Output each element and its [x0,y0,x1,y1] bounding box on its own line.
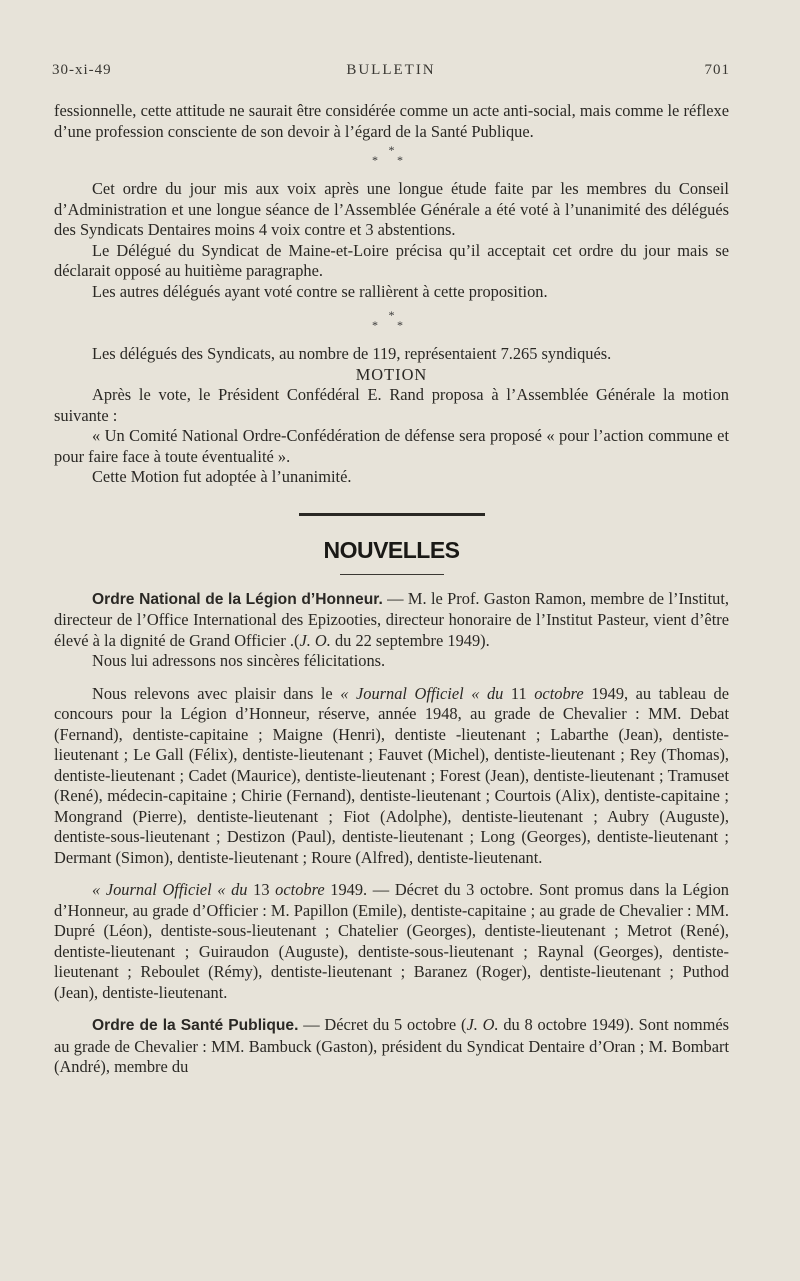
sante-text: — Décret du 5 octobre ( [298,1015,467,1034]
releve-month: octobre [534,683,584,703]
journal-officiel-title-2: « Journal Officiel « du [92,880,248,899]
paragraph-legion-honneur [54,589,729,652]
journal-officiel-abbr: J. O. [299,630,331,650]
paragraph-motion-quote: « Un Comité National Ordre-Confédération de défense sera proposé « pour l’action commune et pour faire face à toute éventualité ». [54,426,729,466]
legion-text: — M. le Prof. Gaston Ramon, membre de l’Institut, directeur de l’Office International des Epizooties, directeur honoraire de l’Institut Pasteur, vient d’être élevé à la dignité de Grand Officier .( [54,588,729,650]
section-title-nouvelles: NOUVELLES [323,536,460,563]
star-top: * [388,143,395,157]
releve-list: 1949, au tableau de concours pour la Légion d’Honneur, réserve, année 1948, au grade de Chevalier : MM. Debat (Fernand), dentiste-capitaine ; Maigne (Henri), dentiste -lieutenant ; Labarthe (Jean), dentiste-lieutenant ; Le Gall (Félix), dentiste-lieutenant ; Fauvet (Michel), dentiste-lieutenant ; Rey (Thomas), dentiste-lieutenant ; Cadet (Maurice), dentiste-lieutenant ; Forest (Jean), dentiste-lieutenant ; Tramuset (René), médecin-capitaine ; Chirie (Fernand), dentiste-lieutenant ; Courtois (Alix), dentiste-capitaine ; Mongrand (Pierre), dentiste-lieutenant ; Fiot (Adolphe), dentiste-lieutenant ; Aubry (Auguste), dentiste-sous-lieutenant ; Destizon (Paul), dentiste-lieutenant ; Long (Georges), dentiste-lieutenant ; Dermant (Simon), dentiste-lieutenant ; Roure (Alfred), dentiste-lieutenant. [54,683,729,867]
paragraph-continuation: fessionnelle, cette attitude ne saurait être considérée comme un acte anti-social, mais comme le réflexe d’une profession consciente de son devoir à l’égard de la Santé Publique. [54,101,729,141]
star-bottom: * * [372,153,411,167]
heading-legion-honneur: Ordre National de la Légion d’Honneur. [92,590,383,608]
header-date: 30-xi-49 [52,62,112,78]
sante-text-end: du 8 octobre 1949). Sont nommés au grade de Chevalier : MM. Bambuck (Gaston), président du Syndicat Dentaire d’Oran ; M. Bombart (André), membre du [54,1015,730,1076]
thin-divider [340,574,444,575]
paragraph-maine-et-loire: Le Délégué du Syndicat de Maine-et-Loire précisa qu’il acceptait cet ordre du jour mais se déclarait opposé au huitième paragraphe. [54,240,729,280]
releve-intro: Nous relevons avec plaisir dans le [92,683,341,703]
journal-officiel-abbr-2: J. O. [466,1015,499,1034]
jo13-day: 13 [247,880,276,899]
paragraph-ralliement: Les autres délégués ayant voté contre se rallièrent à cette proposition. [92,281,548,301]
running-header [52,62,730,82]
paragraph-tableau-concours [54,684,729,869]
jo13-list: 1949. — Décret du 3 octobre. Sont promus dans la Légion d’Honneur, au grade d’Officier : M. Papillon (Emile), dentiste-capitaine ; au grade de Chevalier : MM. Dupré (Léon), dentiste-sous-lieutenant ; Chatelier (Georges), dentiste-lieutenant ; Metrot (René), dentiste-lieutenant ; Guiraudon (Auguste), dentiste-sous-lieutenant ; Raynal (Georges), dentiste-lieutenant ; Reboulet (Rémy), dentiste-lieutenant ; Baranez (Roger), dentiste-lieutenant ; Puthod (Jean), dentiste-lieutenant. [54,880,729,1002]
releve-day: 11 [503,683,535,703]
section-separator-stars [54,145,729,165]
spacer [54,1003,729,1015]
paragraph-president: Après le vote, le Président Confédéral E. Rand proposa à l’Assemblée Générale la motion suivante : [54,385,729,425]
thick-divider [299,513,485,516]
jo13-month: octobre [275,880,325,899]
page-body [54,101,729,1078]
star-bottom: * * [372,318,411,332]
star-top: * [388,308,395,322]
heading-sante-publique: Ordre de la Santé Publique. [92,1017,299,1034]
paragraph-vote: Cet ordre du jour mis aux voix après une longue étude faite par les membres du Conseil d’Administration et une longue séance de l’Assemblée Générale a été voté à l’unanimité des délégués des Syndicats Dentaires moins 4 voix contre et 3 abstentions. [54,179,729,239]
motion-title: MOTION [355,364,428,384]
section-separator-stars-2 [54,310,729,330]
paragraph-delegues: Les délégués des Syndicats, au nombre de 119, représentaient 7.265 syndiqués. [92,344,612,363]
paragraph-motion-adoptee: Cette Motion fut adoptée à l’unanimité. [92,467,352,486]
page-number: 701 [704,62,730,78]
spacer [54,868,729,880]
header-title: BULLETIN [346,62,436,78]
spacer [54,672,729,684]
legion-text-end: du 22 septembre 1949). [330,630,490,650]
paragraph-sante-publique [54,1015,729,1078]
journal-officiel-title: « Journal Officiel « du [340,683,504,703]
paragraph-jo-13-octobre [54,880,729,1003]
paragraph-felicitations: Nous lui adressons nos sincères félicitations. [92,651,386,670]
